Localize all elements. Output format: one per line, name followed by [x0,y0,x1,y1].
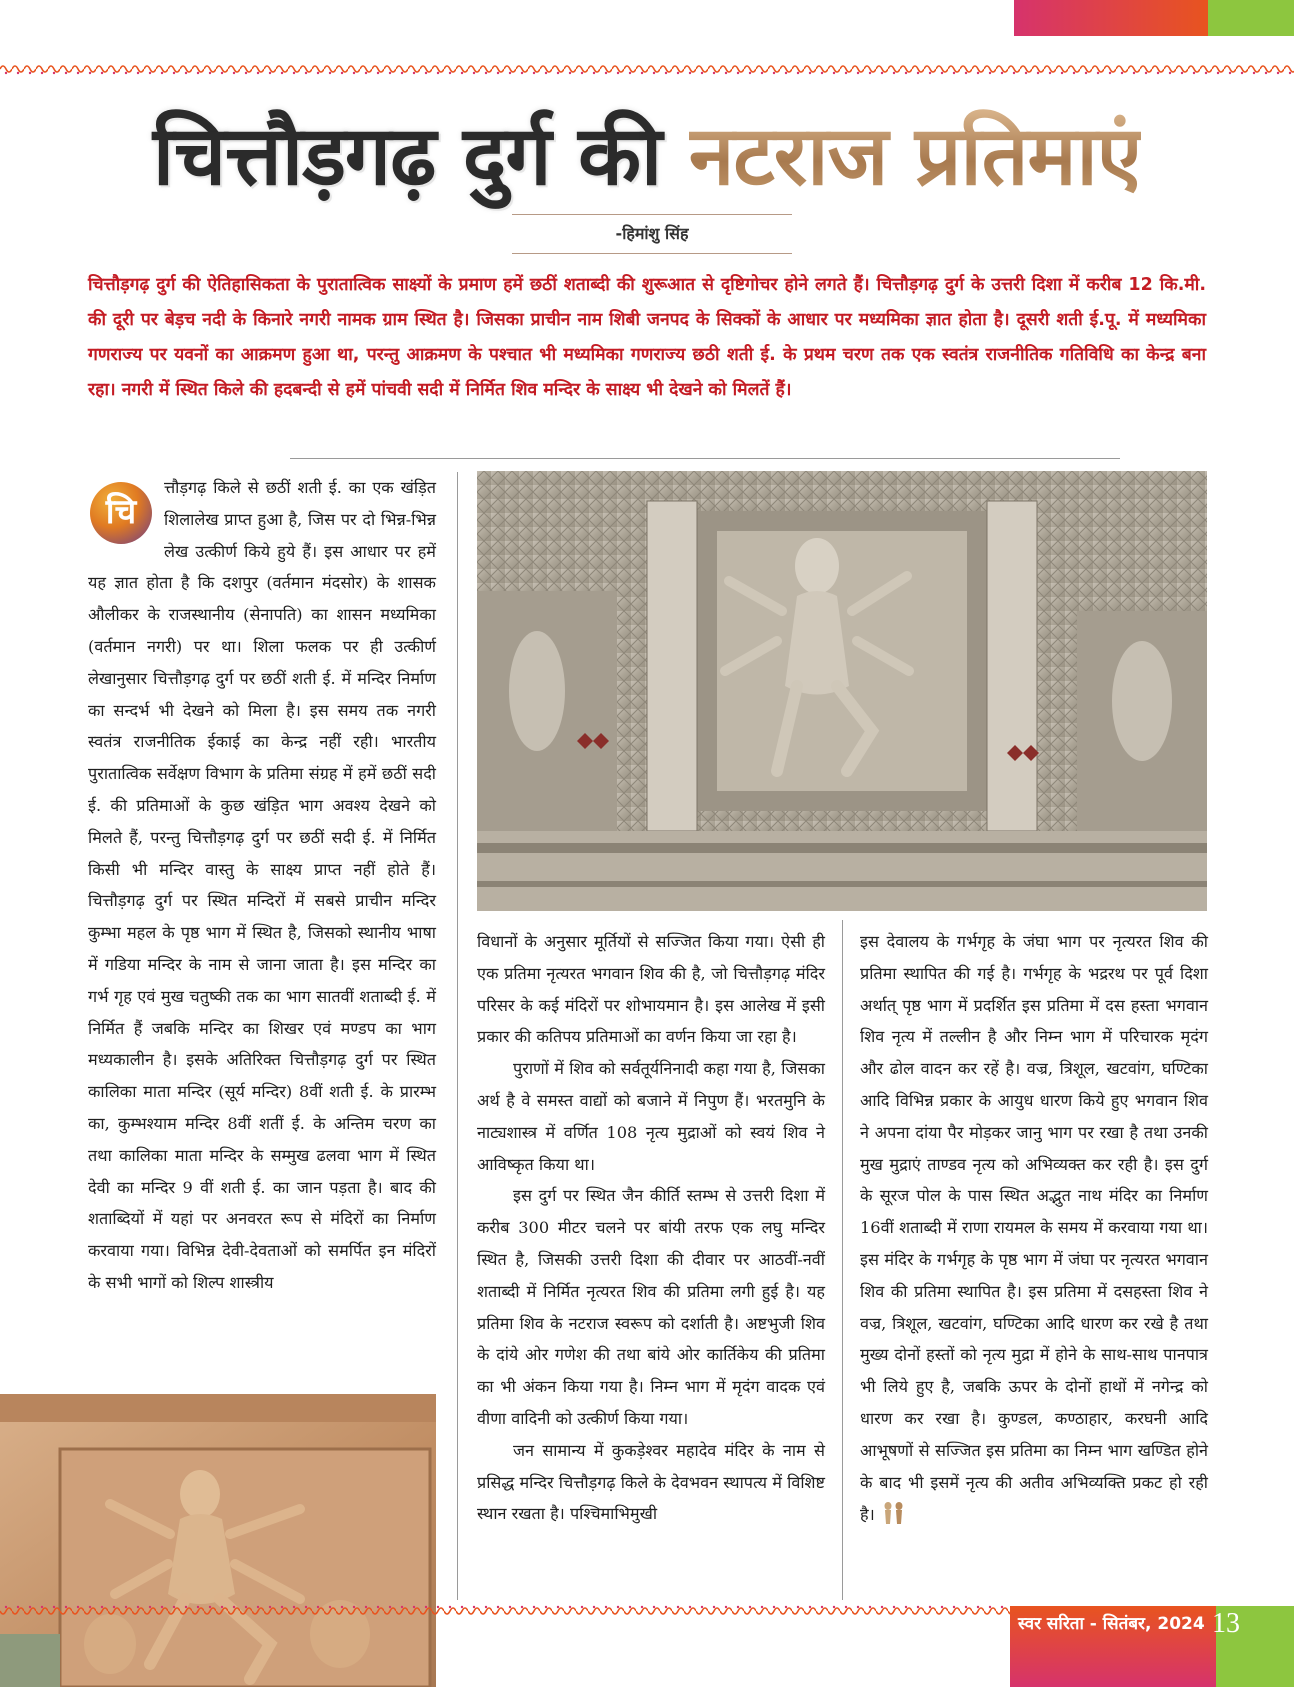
article-column-2 [477,926,825,1530]
drop-cap: चि [90,482,152,544]
column-3-paragraph-1 [860,926,1208,1531]
column-divider-2 [842,920,843,1600]
magazine-name-date: स्वर सरिता - सितंबर, 2024 [1018,1614,1205,1634]
byline-block [512,214,792,254]
corner-color-bar [1014,0,1294,36]
corner-green-block [1208,0,1294,36]
column-2-paragraph-1: विधानों के अनुसार मूर्तियों से सज्जित किया गया। ऐसी ही एक प्रतिमा नृत्यरत भगवान शिव की है, जो चित्तौड़गढ़ मंदिर परिसर के कई मंदिरों पर शोभायमान है। इस आलेख में इसी प्रकार की कतिपय प्रतिमाओं का वर्णन किया जा रहा है। [477,932,825,1047]
end-mark-icon [879,1498,907,1526]
column-2-paragraph-3: इस दुर्ग पर स्थित जैन कीर्ति स्तम्भ से उत्तरी दिशा में करीब 300 मीटर चलने पर बांयी तरफ एक लघु मन्दिर स्थित है, जिसकी उत्तरी दिशा की दीवार पर आठवीं-नवीं शताब्दी में निर्मित नृत्यरत शिव की प्रतिमा लगी हुई है। यह प्रतिमा शिव के नटराज स्वरूप को दर्शाती है। अष्टभुजी शिव के दांये ओर गणेश की तथा बांये ओर कार्तिकेय की प्रतिमा का भी अंकन किया गया है। निम्न भाग में मृदंग वादक एवं वीणा वादिनी को उत्कीर्ण किया गया। [477,1186,825,1428]
corner-gradient-block [1014,0,1208,36]
intro-paragraph: चित्तौड़गढ़ दुर्ग की ऐतिहासिकता के पुरातात्विक साक्ष्यों के प्रमाण हमें छठीं शताब्दी की शुरूआत से दृष्टिगोचर होने लगते हैं। चित्तौड़गढ़ दुर्ग के उत्तरी दिशा में करीब 12 कि.मी. की दूरी पर बेड़च नदी के किनारे नगरी नामक ग्राम स्थित है। जिसका प्राचीन नाम शिबी जनपद के सिक्कों के आधार पर मध्यमिका ज्ञात होता है। दूसरी शती ई.पू. में मध्यमिका गणराज्य पर यवनों का आक्रमण हुआ था, परन्तु आक्रमण के पश्चात भी मध्यमिका गणराज्य छठी शती ई. के प्रथम चरण तक एक स्वतंत्र राजनीतिक गतिविधि का केन्द्र बना रहा। नगरी में स्थित किले की हदबन्दी से हमें पांचवी सदी में निर्मित शिव मन्दिर के साक्ष्य भी देखने को मिलतें हैं। [88,275,1206,400]
column-3-text: इस देवालय के गर्भगृह के जंघा भाग पर नृत्यरत शिव की प्रतिमा स्थापित की गई है। गर्भगृह के भद्ररथ पर पूर्व दिशा अर्थात् पृष्ठ भाग में प्रदर्शित इस प्रतिमा में दस हस्ता भगवान शिव नृत्य में तल्लीन है और निम्न भाग में परिचारक मृदंग और ढोल वादन कर रहें है। वज्र, त्रिशूल, खटवांग, घण्टिका आदि विभिन्न प्रकार के आयुध धारण किये हुए भगवान शिव ने अपना दांया पैर मोड़कर जानु भाग पर रखा है तथा उनकी मुख मुद्राएं ताण्डव नृत्य को अभिव्यक्त कर रही है। इस दुर्ग के सूरज पोल के पास स्थित अद्भुत नाथ मंदिर का निर्माण 16वीं शताब्दी में राणा रायमल के समय में करवाया गया था। इस मंदिर के गर्भगृह के पृष्ठ भाग में जंघा पर नृत्यरत भगवान शिव की प्रतिमा स्थापित है। इस प्रतिमा में दसहस्ता शिव ने वज्र, त्रिशूल, खटवांग, घण्टिका आदि धारण कर रखे है तथा मुख्य दोनों हस्तों को नृत्य मुद्रा में होने के साथ-साथ पानपात्र भी लिये हुए है, जबकि ऊपर के दोनों हाथों में नगेन्द्र को धारण कर रखा है। कुण्डल, कण्ठाहार, करघनी आदि आभूषणों से सज्जित इस प्रतिमा का निम्न भाग खण्डित होने के बाद भी इसमें नृत्य की अतीव अभिव्यक्ति प्रकट हो रही है। [860,932,1208,1525]
decorative-border-top [0,60,1294,76]
article-column-1 [88,472,436,1299]
column-divider-1 [457,472,458,1600]
temple-facade-photo [477,471,1207,911]
sandstone-relief-photo [0,1394,436,1687]
title-part-2: नटराज प्रतिमाएं [688,109,1142,204]
title-part-1: चित्तौड़गढ़ दुर्ग की [152,109,662,204]
intro-divider [290,458,1120,459]
page-title [0,102,1294,212]
byline-rule-bottom [512,253,792,254]
article-column-3 [860,926,1208,1531]
column-2-paragraph-4: जन सामान्य में कुकड़ेश्वर महादेव मंदिर के नाम से प्रसिद्ध मन्दिर चित्तौड़गढ़ किले के देवभवन स्थापत्य में विशिष्ट स्थान रखता है। पश्चिमाभिमुखी [477,1440,825,1524]
column-1-text: त्तौड़गढ़ किले से छठीं शती ई. का एक खंड़ित शिलालेख प्राप्त हुआ है, जिस पर दो भिन्न-भिन्न लेख उत्कीर्ण किये हुये हैं। इस आधार पर हमें यह ज्ञात होता है कि दशपुर (वर्तमान मंदसोर) के शासक औलीकर के राजस्थानीय (सेनापति) का शासन मध्यमिका (वर्तमान नगरी) पर था। शिला फलक पर ही उत्कीर्ण लेखानुसार चित्तौड़गढ़ दुर्ग पर छठीं शती ई. में मन्दिर निर्माण का सन्दर्भ भी देखने को मिला है। इस समय तक नगरी स्वतंत्र राजनीतिक ईकाई का केन्द्र नहीं रही। भारतीय पुरातात्विक सर्वेक्षण विभाग के प्रतिमा संग्रह में हमें छठीं सदी ई. की प्रतिमाओं के कुछ खंड़ित भाग अवश्य देखने को मिलते हैं, परन्तु चित्तौड़गढ़ दुर्ग पर छठीं सदी ई. में निर्मित किसी भी मन्दिर वास्तु के साक्ष्य प्राप्त नहीं होते हैं। चित्तौड़गढ़ दुर्ग पर स्थित मन्दिरों में सबसे प्राचीन मन्दिर कुम्भा महल के पृष्ठ भाग में स्थित है, जिसको स्थानीय भाषा में गडिया मन्दिर के नाम से जाना जाता है। इस मन्दिर का गर्भ गृह एवं मुख चतुष्की तक का भाग सातवीं शताब्दी ई. में निर्मित हैं जबकि मन्दिर का शिखर एवं मण्डप का भाग मध्यकालीन है। इसके अतिरिक्त चित्तौड़गढ़ दुर्ग पर स्थित कालिका माता मन्दिर (सूर्य मन्दिर) 8वीं शती ई. के प्रारम्भ का, कुम्भश्याम मन्दिर 8वीं शतीं ई. के अन्तिम चरण का तथा कालिका माता मन्दिर के सम्मुख ढलवा भाग में स्थित देवी का मन्दिर 9 वीं शती ई. का जान पड़ता है। बाद की शताब्दियों में यहां पर अनवरत रूप से मंदिरों का निर्माण करवाया गया। विभिन्न देवी-देवताओं को समर्पित इन मंदिरों के सभी भागों को शिल्प शास्त्रीय [88,478,436,1292]
author-byline: -हिमांशु सिंह [615,224,689,243]
decorative-border-bottom [0,1604,1010,1620]
page-number: 13 [1212,1608,1240,1639]
column-2-paragraph-2: पुराणों में शिव को सर्वतूर्यनिनादी कहा गया है, जिसका अर्थ है वे समस्त वाद्यों को बजाने में निपुण हैं। भरतमुनि के नाट्यशास्त्र में वर्णित 108 नृत्य मुद्राओं को स्वयं शिव ने आविष्कृत किया था। [477,1059,825,1174]
